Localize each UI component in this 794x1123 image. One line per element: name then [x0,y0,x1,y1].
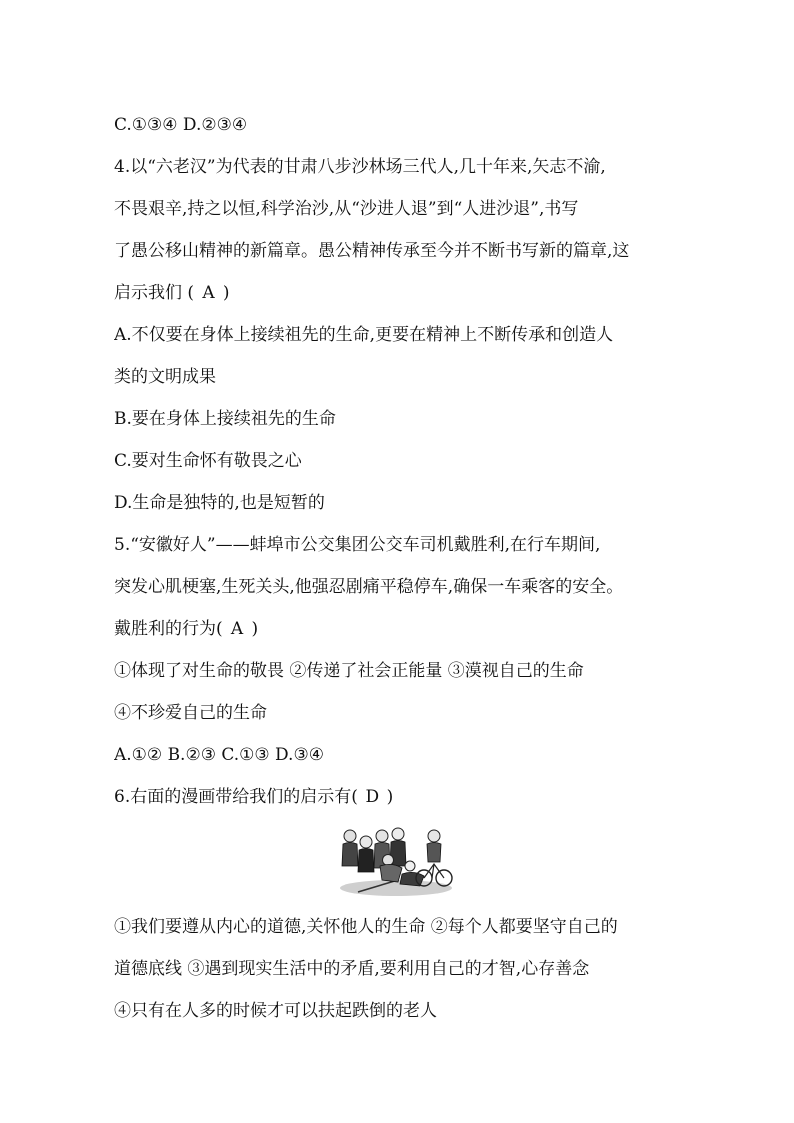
q5-stem-line-1: 5.“安徽好人”——蚌埠市公交集团公交车司机戴胜利,在行车期间, [114,535,601,555]
q4-stem-line-4 [114,272,694,314]
q4-option-a-line-1: A.不仅要在身体上接续祖先的生命,更要在精神上不断传承和创造人 [114,325,614,345]
q4-stem-suffix: ) [222,283,230,303]
q5-stem-suffix: ) [251,619,259,639]
question-6 [114,776,694,1032]
q4-option-b: B.要在身体上接续祖先的生命 [114,409,336,429]
q5-statements-line-2: ④不珍爱自己的生命 [114,703,267,723]
q5-stem-line-2: 突发心肌梗塞,生死关头,他强忍剧痛平稳停车,确保一车乘客的安全。 [114,577,624,597]
q6-statements-line-1: ①我们要遵从内心的道德,关怀他人的生命 ②每个人都要坚守自己的 [114,917,618,937]
q5-options: A.①② B.②③ C.①③ D.③④ [114,745,324,765]
q3-options: C.①③④ D.②③④ [114,115,248,135]
q6-stem [114,776,694,818]
q4-stem-line-3: 了愚公移山精神的新篇章。愚公精神传承至今并不断书写新的篇章,这 [114,241,630,261]
q4-option-a-line-2: 类的文明成果 [114,367,216,387]
q4-option-d: D.生命是独特的,也是短暂的 [114,493,325,513]
q4-stem-prefix: 启示我们 ( [114,283,195,303]
q6-statements-line-3: ④只有在人多的时候才可以扶起跌倒的老人 [114,1001,437,1021]
q6-answer: D [365,787,380,807]
cartoon-container [114,818,694,906]
q6-statements-line-2: 道德底线 ③遇到现实生活中的矛盾,要利用自己的才智,心存善念 [114,959,590,979]
q6-stem-prefix: 6.右面的漫画带给我们的启示有( [114,787,358,807]
q4-answer: A [202,283,215,303]
q4-stem-line-2: 不畏艰辛,持之以恒,科学治沙,从“沙进人退”到“人进沙退”,书写 [114,199,579,219]
q6-stem-suffix: ) [386,787,394,807]
q5-stem-line-3 [114,608,694,650]
question-5 [114,524,694,776]
question-4 [114,146,694,524]
q4-option-c: C.要对生命怀有敬畏之心 [114,451,302,471]
q5-statements-line-1: ①体现了对生命的敬畏 ②传递了社会正能量 ③漠视自己的生命 [114,661,584,681]
document-page [114,104,694,1032]
q4-stem-line-1: 4.以“六老汉”为代表的甘肃八步沙林场三代人,几十年来,矢志不渝, [114,157,606,177]
cartoon-image [336,822,456,898]
q5-answer: A [230,619,244,639]
q5-stem-prefix: 戴胜利的行为( [114,619,223,639]
